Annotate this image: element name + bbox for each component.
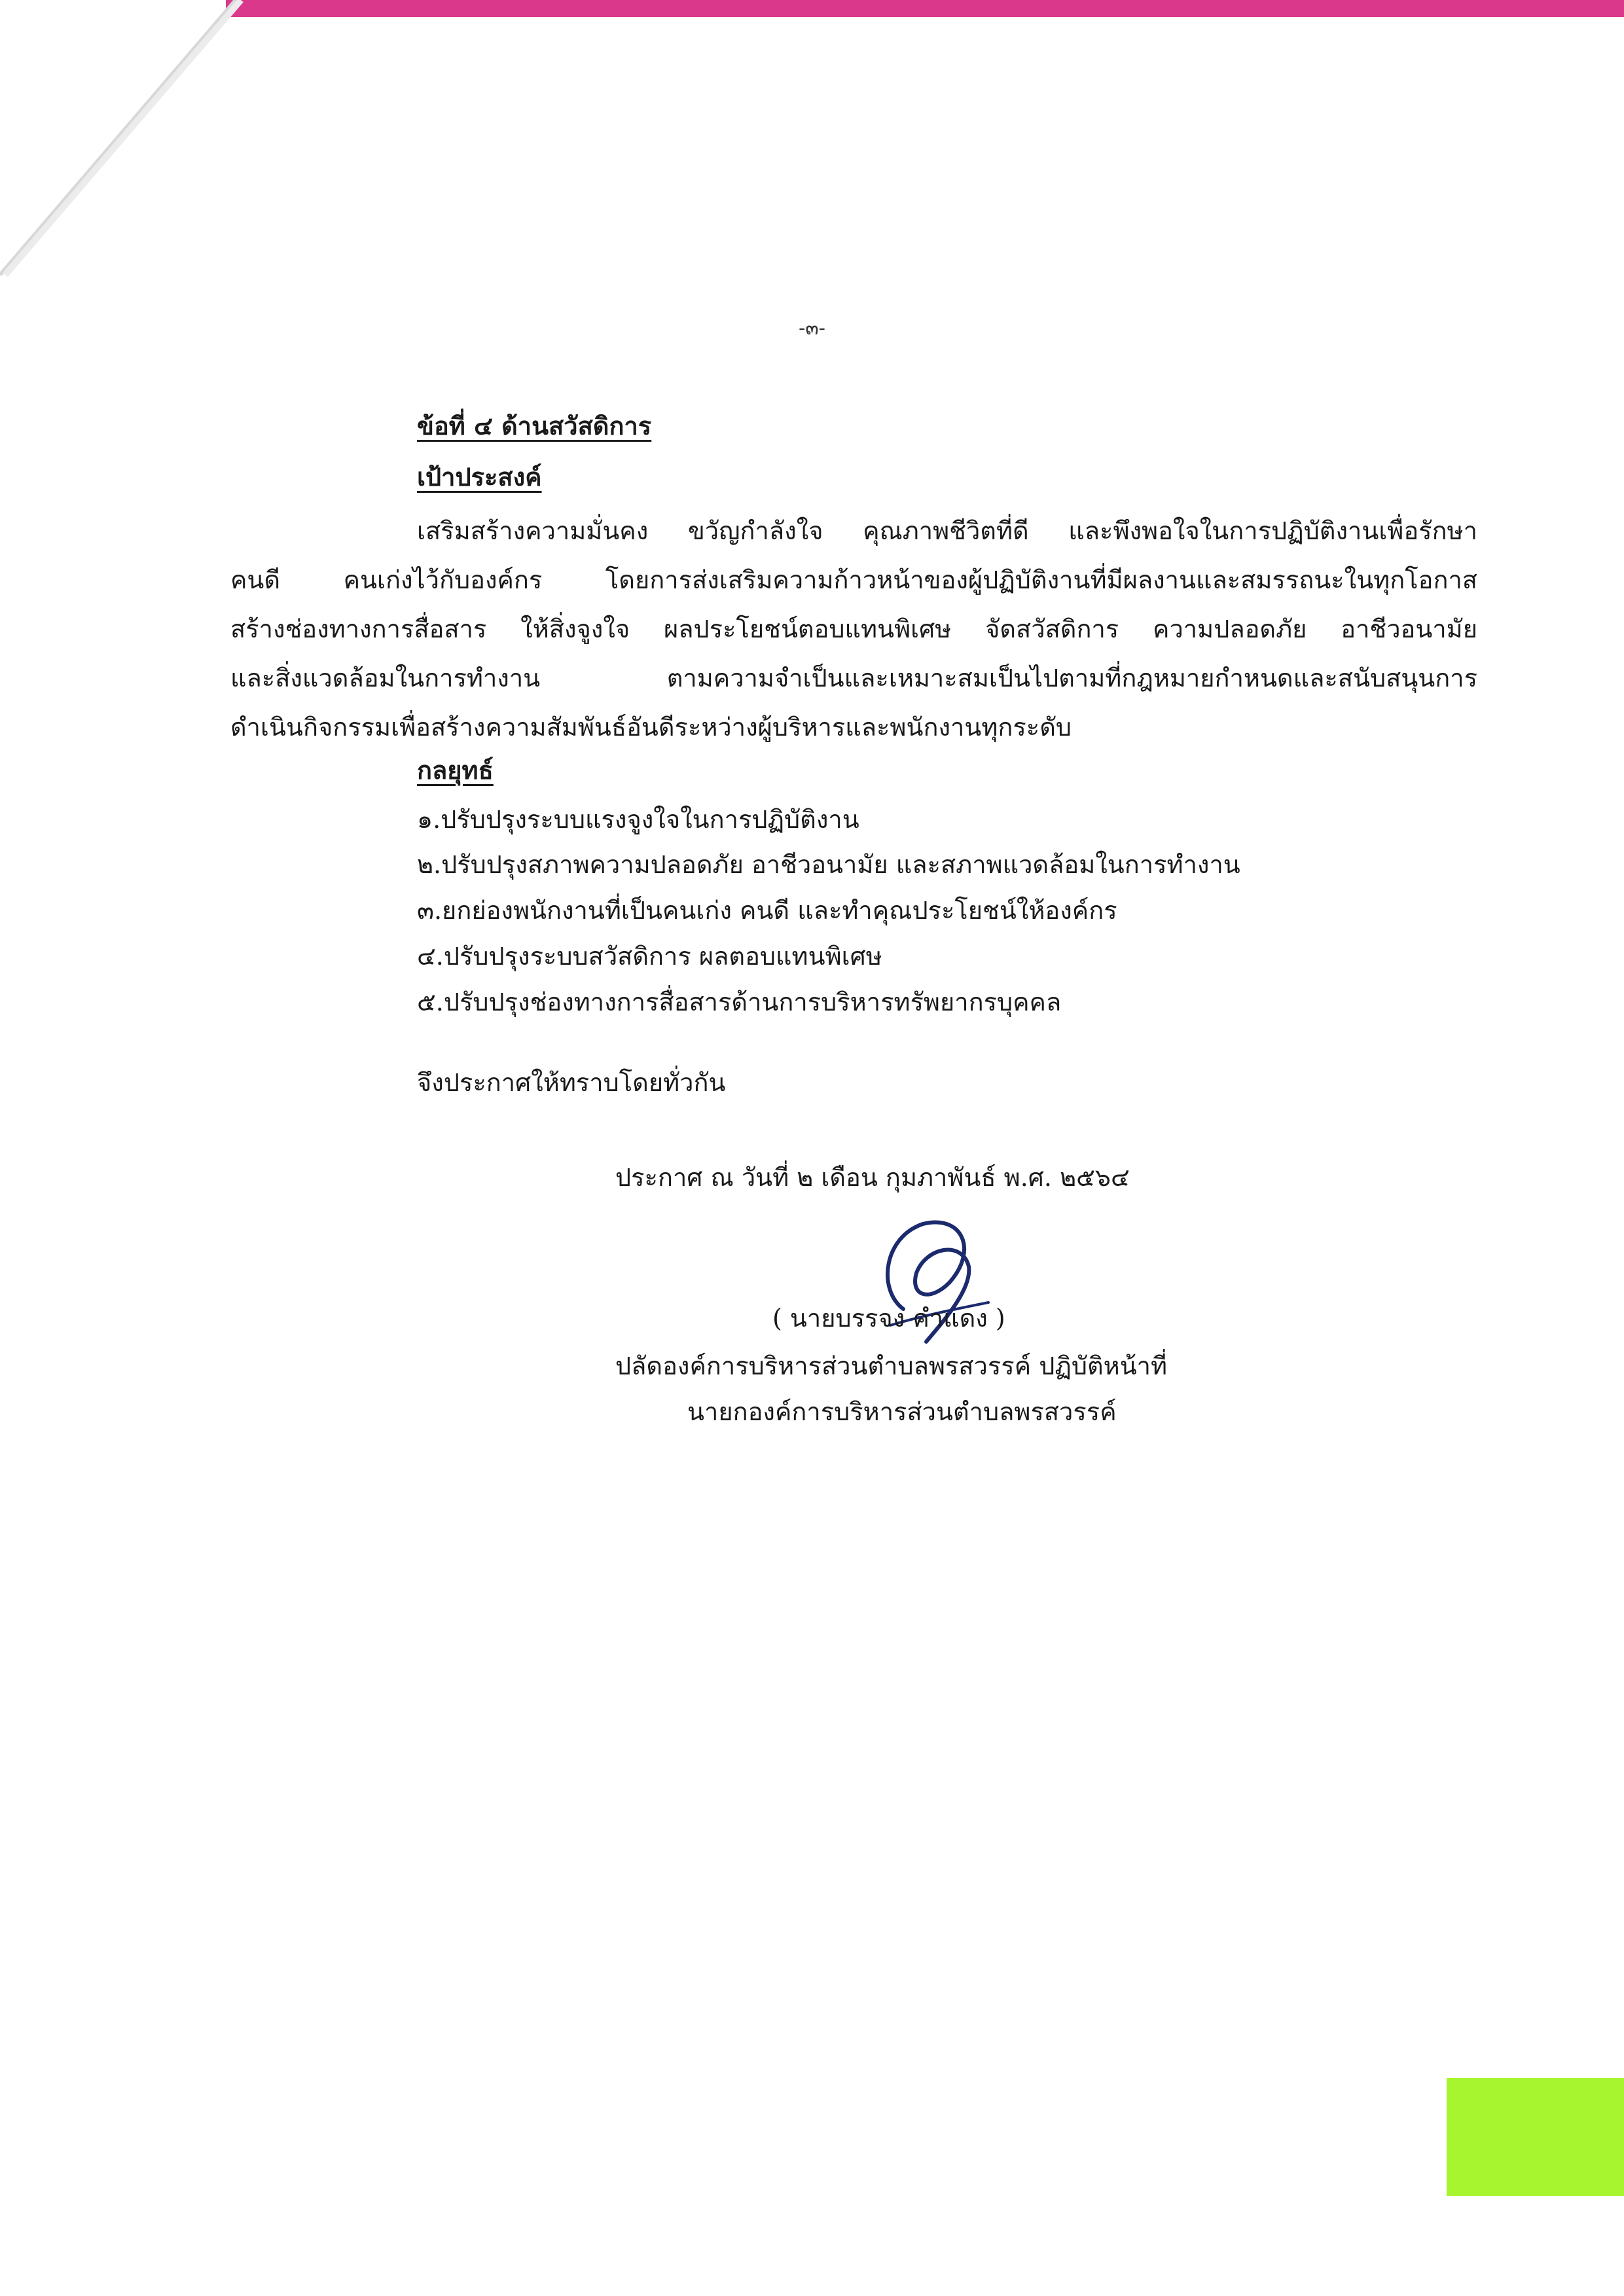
strategy-item-2: ๒.ปรับปรุงสภาพความปลอดภัย อาชีวอนามัย และสภาพแวดล้อมในการทำงาน (417, 850, 1240, 879)
signatory-position-2: นายกองค์การบริหารส่วนตำบลพรสวรรค์ (687, 1397, 1117, 1426)
strategy-item-5: ๕.ปรับปรุงช่องทางการสื่อสารด้านการบริหารทรัพยากรบุคคล (417, 988, 1062, 1016)
objective-line-1: เสริมสร้างความมั่นคง ขวัญกำลังใจ คุณภาพชีวิตที่ดี และพึงพอใจในการปฏิบัติงานเพื่อรักษา (417, 516, 1477, 545)
closing-statement: จึงประกาศให้ทราบโดยทั่วกัน (417, 1068, 726, 1097)
green-sticky-tab (1447, 2078, 1624, 2196)
section-heading: ข้อที่ ๔ ด้านสวัสดิการ (417, 411, 652, 440)
strategy-label: กลยุทธ์ (417, 755, 494, 785)
objective-line-2: คนดี คนเก่งไว้กับองค์กร โดยการส่งเสริมความก้าวหน้าของผู้ปฏิบัติงานที่มีผลงานและสมรรถนะในทุกโอกาส (230, 565, 1477, 594)
page-number: -๓- (799, 317, 825, 340)
strategy-item-4: ๔.ปรับปรุงระบบสวัสดิการ ผลตอบแทนพิเศษ (417, 942, 882, 971)
objective-line-3: สร้างช่องทางการสื่อสาร ให้สิ่งจูงใจ ผลประโยชน์ตอบแทนพิเศษ จัดสวัสดิการ ความปลอดภัย อาชีวอนามัย (230, 615, 1477, 643)
objective-line-5: ดำเนินกิจกรรมเพื่อสร้างความสัมพันธ์อันดีระหว่างผู้บริหารและพนักงานทุกระดับ (230, 713, 1072, 742)
signatory-position-1: ปลัดองค์การบริหารส่วนตำบลพรสวรรค์ ปฏิบัติหน้าที่ (615, 1352, 1168, 1380)
signatory-name: ( นายบรรจง คำแดง ) (772, 1304, 1005, 1333)
objective-label: เป้าประสงค์ (417, 462, 542, 492)
scan-edge-strip (226, 0, 1624, 17)
announcement-date: ประกาศ ณ วันที่ ๒ เดือน กุมภาพันธ์ พ.ศ. ๒๕๖๔ (615, 1163, 1130, 1192)
strategy-item-3: ๓.ยกย่องพนักงานที่เป็นคนเก่ง คนดี และทำคุณประโยชน์ให้องค์กร (417, 896, 1117, 925)
strategy-item-1: ๑.ปรับปรุงระบบแรงจูงใจในการปฏิบัติงาน (417, 805, 859, 834)
objective-line-4: และสิ่งแวดล้อมในการทำงาน ตามความจำเป็นและเหมาะสมเป็นไปตามที่กฎหมายกำหนดและสนับสนุนการ (230, 664, 1477, 692)
